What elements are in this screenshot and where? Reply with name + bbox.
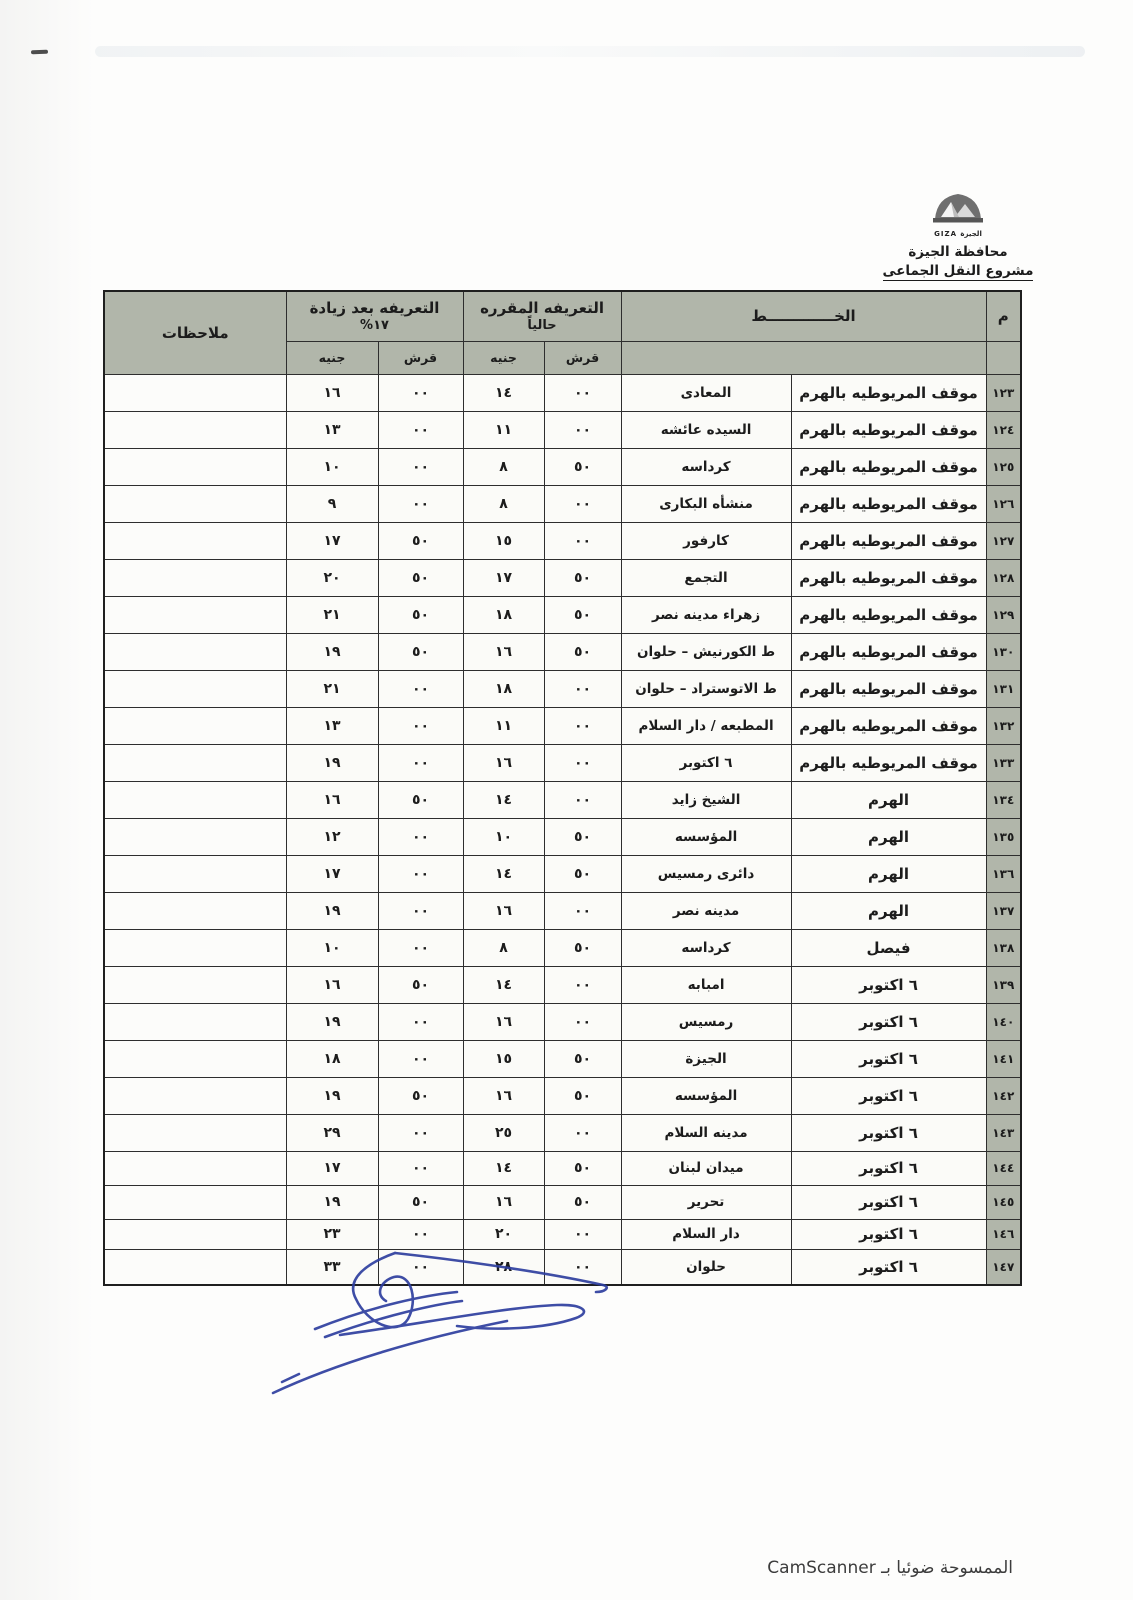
- table-row: [104, 707, 1021, 744]
- current-genih-value: ١١: [463, 411, 544, 448]
- table-row: [104, 670, 1021, 707]
- row-number: ١٣٤: [986, 781, 1021, 818]
- line-origin: ٦ اكتوبر: [791, 1040, 986, 1077]
- current-qirsh-value: ٥٠: [544, 1077, 621, 1114]
- notes-cell: [104, 1003, 286, 1040]
- increased-qirsh-value: ٥٠: [378, 1185, 463, 1219]
- increased-qirsh-value: ٠٠: [378, 1003, 463, 1040]
- current-qirsh-value: ٥٠: [544, 929, 621, 966]
- line-origin: موقف المريوطيه بالهرم: [791, 707, 986, 744]
- current-qirsh-value: ٠٠: [544, 411, 621, 448]
- col-subheader-empty-index: [986, 341, 1021, 374]
- line-origin: ٦ اكتوبر: [791, 1151, 986, 1185]
- line-origin: ٦ اكتوبر: [791, 1219, 986, 1249]
- increased-qirsh-value: ٠٠: [378, 485, 463, 522]
- current-qirsh-value: ٥٠: [544, 448, 621, 485]
- line-destination: زهراء مدينه نصر: [621, 596, 791, 633]
- current-qirsh-value: ٠٠: [544, 1219, 621, 1249]
- table-row: [104, 448, 1021, 485]
- notes-cell: [104, 855, 286, 892]
- line-destination: مدينه السلام: [621, 1114, 791, 1151]
- row-number: ١٤٣: [986, 1114, 1021, 1151]
- line-destination: التجمع: [621, 559, 791, 596]
- line-destination: ميدان لبنان: [621, 1151, 791, 1185]
- line-destination: الشيخ زايد: [621, 781, 791, 818]
- increased-qirsh-value: ٠٠: [378, 374, 463, 411]
- table-row: [104, 485, 1021, 522]
- current-genih-value: ١٤: [463, 781, 544, 818]
- current-qirsh-value: ٠٠: [544, 522, 621, 559]
- line-destination: المؤسسه: [621, 818, 791, 855]
- table-row: [104, 633, 1021, 670]
- giza-governorate-logo: [928, 190, 988, 238]
- current-qirsh-value: ٠٠: [544, 966, 621, 1003]
- increased-genih-value: ٢١: [286, 596, 378, 633]
- increased-qirsh-value: ٠٠: [378, 744, 463, 781]
- row-number: ١٣٧: [986, 892, 1021, 929]
- increased-genih-value: ٣٣: [286, 1249, 378, 1285]
- line-origin: موقف المريوطيه بالهرم: [791, 485, 986, 522]
- notes-cell: [104, 670, 286, 707]
- line-origin: موقف المريوطيه بالهرم: [791, 670, 986, 707]
- line-origin: موقف المريوطيه بالهرم: [791, 522, 986, 559]
- increased-genih-value: ١٦: [286, 966, 378, 1003]
- table-row: [104, 522, 1021, 559]
- increased-genih-value: ١٨: [286, 1040, 378, 1077]
- current-genih-value: ١٦: [463, 1077, 544, 1114]
- increased-genih-value: ١٩: [286, 892, 378, 929]
- current-genih-value: ١٤: [463, 855, 544, 892]
- line-origin: ٦ اكتوبر: [791, 966, 986, 1003]
- row-number: ١٢٤: [986, 411, 1021, 448]
- pyramid-logo-icon: [928, 190, 988, 232]
- table-row: [104, 1151, 1021, 1185]
- line-origin: موقف المريوطيه بالهرم: [791, 633, 986, 670]
- notes-cell: [104, 411, 286, 448]
- line-destination: امبابه: [621, 966, 791, 1003]
- current-genih-value: ٢٠: [463, 1219, 544, 1249]
- row-number: ١٢٩: [986, 596, 1021, 633]
- line-destination: ط الاتوستراد – حلوان: [621, 670, 791, 707]
- increased-genih-value: ١٩: [286, 1003, 378, 1040]
- notes-cell: [104, 633, 286, 670]
- current-qirsh-value: ٠٠: [544, 374, 621, 411]
- table-row: [104, 966, 1021, 1003]
- row-number: ١٤٢: [986, 1077, 1021, 1114]
- table-body: [104, 374, 1021, 1285]
- row-number: ١٣١: [986, 670, 1021, 707]
- current-qirsh-value: ٥٠: [544, 559, 621, 596]
- current-genih-value: ٢٨: [463, 1249, 544, 1285]
- current-qirsh-value: ٥٠: [544, 596, 621, 633]
- increased-genih-value: ٢٠: [286, 559, 378, 596]
- line-origin: ٦ اكتوبر: [791, 1185, 986, 1219]
- current-genih-value: ١٨: [463, 596, 544, 633]
- current-genih-value: ١٨: [463, 670, 544, 707]
- notes-cell: [104, 744, 286, 781]
- increased-genih-value: ١٠: [286, 448, 378, 485]
- notes-cell: [104, 1151, 286, 1185]
- line-destination: ٦ اكتوبر: [621, 744, 791, 781]
- notes-cell: [104, 522, 286, 559]
- row-number: ١٤٠: [986, 1003, 1021, 1040]
- current-genih-value: ١٦: [463, 633, 544, 670]
- table-row: [104, 1185, 1021, 1219]
- handwritten-signature: [245, 1243, 625, 1407]
- col-subheader-increased-genih: جنيه: [286, 341, 378, 374]
- table-row: [104, 411, 1021, 448]
- increased-genih-value: ١٧: [286, 1151, 378, 1185]
- row-number: ١٢٥: [986, 448, 1021, 485]
- notes-cell: [104, 818, 286, 855]
- increased-genih-value: ١٧: [286, 522, 378, 559]
- row-number: ١٢٦: [986, 485, 1021, 522]
- line-destination: حلوان: [621, 1249, 791, 1285]
- col-subheader-current-qirsh: قرش: [544, 341, 621, 374]
- row-number: ١٣٣: [986, 744, 1021, 781]
- org-name: محافظة الجيزة: [908, 244, 1008, 260]
- current-genih-value: ١٠: [463, 818, 544, 855]
- line-origin: موقف المريوطيه بالهرم: [791, 411, 986, 448]
- table-row: [104, 374, 1021, 411]
- increased-qirsh-value: ٥٠: [378, 1077, 463, 1114]
- line-origin: الهرم: [791, 892, 986, 929]
- notes-cell: [104, 966, 286, 1003]
- increased-genih-value: ٢١: [286, 670, 378, 707]
- notes-cell: [104, 929, 286, 966]
- increased-qirsh-value: ٠٠: [378, 448, 463, 485]
- current-genih-value: ١٤: [463, 966, 544, 1003]
- current-qirsh-value: ٠٠: [544, 892, 621, 929]
- notes-cell: [104, 448, 286, 485]
- line-origin: الهرم: [791, 855, 986, 892]
- current-qirsh-value: ٥٠: [544, 1151, 621, 1185]
- increased-genih-value: ١٧: [286, 855, 378, 892]
- notes-cell: [104, 1040, 286, 1077]
- increased-genih-value: ٢٣: [286, 1219, 378, 1249]
- line-destination: السيده عائشه: [621, 411, 791, 448]
- increased-qirsh-value: ٠٠: [378, 1249, 463, 1285]
- notes-cell: [104, 1114, 286, 1151]
- org-header-block: [882, 190, 1034, 281]
- notes-cell: [104, 485, 286, 522]
- current-qirsh-value: ٠٠: [544, 707, 621, 744]
- row-number: ١٣٥: [986, 818, 1021, 855]
- line-origin: الهرم: [791, 781, 986, 818]
- table-row: [104, 818, 1021, 855]
- current-genih-value: ١١: [463, 707, 544, 744]
- logo-caption: GIZA الجيزة: [934, 230, 982, 238]
- increased-qirsh-value: ٠٠: [378, 411, 463, 448]
- line-destination: تحرير: [621, 1185, 791, 1219]
- col-header-line: الخـــــــــــــط: [621, 291, 986, 341]
- current-qirsh-value: ٠٠: [544, 744, 621, 781]
- increased-genih-value: ١٣: [286, 707, 378, 744]
- notes-cell: [104, 374, 286, 411]
- row-number: ١٤٧: [986, 1249, 1021, 1285]
- row-number: ١٢٨: [986, 559, 1021, 596]
- scan-streak: [95, 46, 1085, 57]
- table-row: [104, 892, 1021, 929]
- current-genih-value: ٨: [463, 448, 544, 485]
- table-row: [104, 929, 1021, 966]
- table-row: [104, 559, 1021, 596]
- current-qirsh-value: ٠٠: [544, 1114, 621, 1151]
- increased-qirsh-value: ٥٠: [378, 596, 463, 633]
- line-destination: المؤسسه: [621, 1077, 791, 1114]
- current-qirsh-value: ٠٠: [544, 781, 621, 818]
- current-genih-value: ١٧: [463, 559, 544, 596]
- notes-cell: [104, 559, 286, 596]
- line-origin: ٦ اكتوبر: [791, 1077, 986, 1114]
- col-header-increased-tariff: التعريفه بعد زيادة ١٧%: [286, 291, 463, 341]
- increased-qirsh-value: ٥٠: [378, 966, 463, 1003]
- current-genih-value: ١٤: [463, 374, 544, 411]
- increased-qirsh-value: ٥٠: [378, 559, 463, 596]
- increased-genih-value: ١٩: [286, 1077, 378, 1114]
- notes-cell: [104, 596, 286, 633]
- table-row: [104, 744, 1021, 781]
- table-row: [104, 1114, 1021, 1151]
- col-header-notes: ملاحظات: [104, 291, 286, 374]
- increased-qirsh-value: ٠٠: [378, 670, 463, 707]
- notes-cell: [104, 707, 286, 744]
- col-header-current-tariff: التعريفه المقرره حالياً: [463, 291, 621, 341]
- increased-qirsh-value: ٠٠: [378, 1151, 463, 1185]
- scan-mark: [31, 50, 48, 55]
- notes-cell: [104, 1077, 286, 1114]
- line-origin: ٦ اكتوبر: [791, 1249, 986, 1285]
- row-number: ١٢٧: [986, 522, 1021, 559]
- line-origin: موقف المريوطيه بالهرم: [791, 374, 986, 411]
- line-origin: ٦ اكتوبر: [791, 1114, 986, 1151]
- increased-qirsh-value: ٠٠: [378, 855, 463, 892]
- line-origin: الهرم: [791, 818, 986, 855]
- line-destination: مدينه نصر: [621, 892, 791, 929]
- current-genih-value: ١٦: [463, 892, 544, 929]
- increased-genih-value: ٢٩: [286, 1114, 378, 1151]
- org-project: مشروع النقل الجماعى: [882, 263, 1034, 279]
- increased-qirsh-value: ٠٠: [378, 1040, 463, 1077]
- current-genih-value: ١٦: [463, 1003, 544, 1040]
- table-row: [104, 1040, 1021, 1077]
- line-destination: المعادى: [621, 374, 791, 411]
- current-qirsh-value: ٠٠: [544, 1249, 621, 1285]
- row-number: ١٤٥: [986, 1185, 1021, 1219]
- increased-genih-value: ١٠: [286, 929, 378, 966]
- increased-qirsh-value: ٠٠: [378, 707, 463, 744]
- current-genih-value: ١٥: [463, 1040, 544, 1077]
- line-destination: كرداسه: [621, 929, 791, 966]
- col-subheader-current-genih: جنيه: [463, 341, 544, 374]
- current-genih-value: ٨: [463, 929, 544, 966]
- row-number: ١٣٦: [986, 855, 1021, 892]
- row-number: ١٤٦: [986, 1219, 1021, 1249]
- line-origin: موقف المريوطيه بالهرم: [791, 559, 986, 596]
- row-number: ١٣٠: [986, 633, 1021, 670]
- current-qirsh-value: ٠٠: [544, 1003, 621, 1040]
- col-subheader-increased-qirsh: قرش: [378, 341, 463, 374]
- camscanner-footer: الممسوحة ضوئيا بـ CamScanner: [767, 1558, 1013, 1578]
- current-qirsh-value: ٠٠: [544, 485, 621, 522]
- current-qirsh-value: ٥٠: [544, 818, 621, 855]
- table-header: [104, 291, 1021, 374]
- line-destination: منشأه البكارى: [621, 485, 791, 522]
- row-number: ١٣٨: [986, 929, 1021, 966]
- line-destination: المطبعه / دار السلام: [621, 707, 791, 744]
- notes-cell: [104, 892, 286, 929]
- row-number: ١٤٤: [986, 1151, 1021, 1185]
- increased-genih-value: ١٩: [286, 744, 378, 781]
- line-origin: فيصل: [791, 929, 986, 966]
- line-destination: دائرى رمسيس: [621, 855, 791, 892]
- increased-qirsh-value: ٠٠: [378, 1114, 463, 1151]
- current-qirsh-value: ٠٠: [544, 670, 621, 707]
- increased-qirsh-value: ٥٠: [378, 522, 463, 559]
- current-genih-value: ٨: [463, 485, 544, 522]
- increased-qirsh-value: ٠٠: [378, 818, 463, 855]
- increased-genih-value: ١٦: [286, 781, 378, 818]
- table-row: [104, 855, 1021, 892]
- increased-genih-value: ١٦: [286, 374, 378, 411]
- col-header-index: م: [986, 291, 1021, 341]
- line-origin: ٦ اكتوبر: [791, 1003, 986, 1040]
- increased-qirsh-value: ٠٠: [378, 892, 463, 929]
- line-origin: موقف المريوطيه بالهرم: [791, 744, 986, 781]
- table-row: [104, 1003, 1021, 1040]
- notes-cell: [104, 781, 286, 818]
- current-qirsh-value: ٥٠: [544, 1185, 621, 1219]
- current-qirsh-value: ٥٠: [544, 1040, 621, 1077]
- current-qirsh-value: ٥٠: [544, 855, 621, 892]
- signature-ink-icon: [245, 1243, 625, 1403]
- row-number: ١٣٢: [986, 707, 1021, 744]
- notes-cell: [104, 1185, 286, 1219]
- current-genih-value: ٢٥: [463, 1114, 544, 1151]
- increased-qirsh-value: ٥٠: [378, 633, 463, 670]
- col-subheader-empty-line: [621, 341, 986, 374]
- line-origin: موقف المريوطيه بالهرم: [791, 596, 986, 633]
- current-genih-value: ١٥: [463, 522, 544, 559]
- row-number: ١٣٩: [986, 966, 1021, 1003]
- increased-genih-value: ١٣: [286, 411, 378, 448]
- table-row: [104, 596, 1021, 633]
- increased-qirsh-value: ٠٠: [378, 929, 463, 966]
- line-destination: رمسيس: [621, 1003, 791, 1040]
- tariff-table: [103, 290, 1022, 1286]
- current-genih-value: ١٦: [463, 1185, 544, 1219]
- increased-genih-value: ٩: [286, 485, 378, 522]
- row-number: ١٤١: [986, 1040, 1021, 1077]
- current-genih-value: ١٦: [463, 744, 544, 781]
- line-destination: دار السلام: [621, 1219, 791, 1249]
- increased-genih-value: ١٢: [286, 818, 378, 855]
- current-genih-value: ١٤: [463, 1151, 544, 1185]
- row-number: ١٢٣: [986, 374, 1021, 411]
- line-destination: كارفور: [621, 522, 791, 559]
- increased-genih-value: ١٩: [286, 1185, 378, 1219]
- line-destination: ط الكورنيش – حلوان: [621, 633, 791, 670]
- table-row: [104, 781, 1021, 818]
- current-qirsh-value: ٥٠: [544, 633, 621, 670]
- increased-genih-value: ١٩: [286, 633, 378, 670]
- scan-shadow-band: [0, 0, 95, 1600]
- increased-qirsh-value: ٠٠: [378, 1219, 463, 1249]
- line-destination: كرداسه: [621, 448, 791, 485]
- increased-qirsh-value: ٥٠: [378, 781, 463, 818]
- line-destination: الجيزة: [621, 1040, 791, 1077]
- line-origin: موقف المريوطيه بالهرم: [791, 448, 986, 485]
- table-row: [104, 1077, 1021, 1114]
